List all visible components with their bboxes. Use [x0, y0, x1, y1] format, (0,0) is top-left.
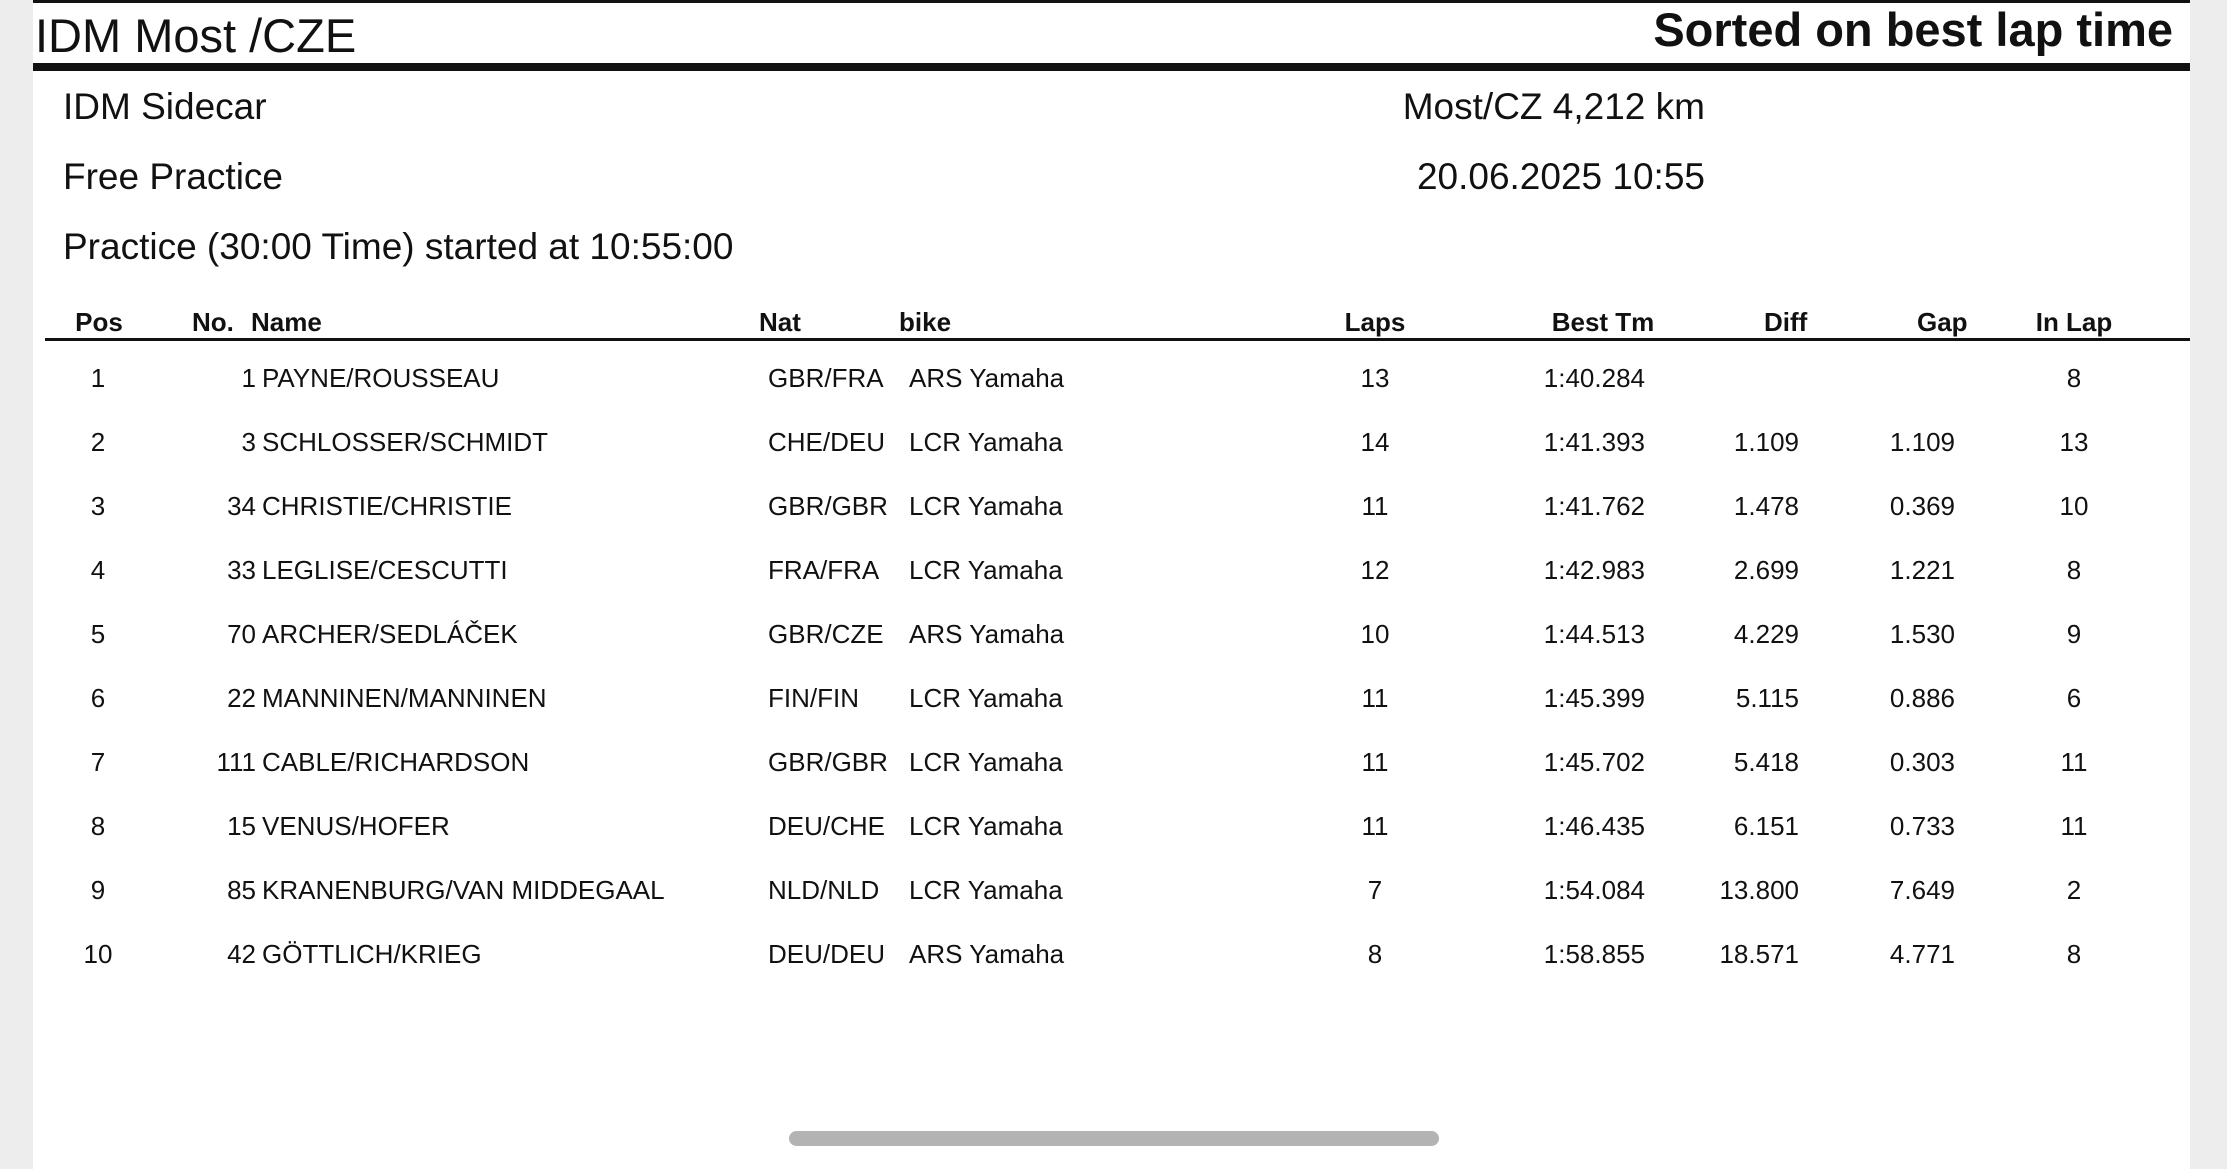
cell-pos: 8	[90, 811, 106, 841]
cell-in-lap: 6	[2066, 683, 2082, 713]
cell-gap: 7.649	[1889, 875, 1955, 905]
cell-nationality: GBR/GBR	[768, 491, 888, 521]
cell-best-time: 1:41.393	[1543, 427, 1645, 457]
cell-name: GÖTTLICH/KRIEG	[262, 939, 482, 969]
cell-gap: 4.771	[1889, 939, 1955, 969]
cell-best-time: 1:42.983	[1543, 555, 1645, 585]
cell-in-lap: 2	[2066, 875, 2082, 905]
cell-laps: 11	[1361, 491, 1389, 521]
cell-in-lap: 8	[2066, 939, 2082, 969]
table-row	[33, 550, 2190, 590]
table-row	[33, 806, 2190, 846]
cell-best-time: 1:45.399	[1543, 683, 1645, 713]
cell-bike: LCR Yamaha	[909, 683, 1063, 713]
cell-nationality: DEU/DEU	[768, 939, 886, 969]
cell-nationality: GBR/GBR	[768, 747, 888, 777]
cell-pos: 9	[90, 875, 106, 905]
cell-number: 42	[227, 939, 256, 969]
cell-in-lap: 8	[2066, 363, 2082, 393]
cell-pos: 4	[90, 555, 106, 585]
column-header-laps: Laps	[1344, 307, 1406, 337]
cell-nationality: FIN/FIN	[768, 683, 859, 713]
session-start-info: Practice (30:00 Time) started at 10:55:00	[63, 226, 734, 267]
cell-pos: 7	[90, 747, 106, 777]
cell-in-lap: 13	[2059, 427, 2089, 457]
circuit-info: Most/CZ 4,212 km	[1402, 86, 1705, 127]
cell-gap: 0.303	[1889, 747, 1955, 777]
cell-bike: ARS Yamaha	[909, 939, 1065, 969]
cell-nationality: FRA/FRA	[768, 555, 880, 585]
cell-laps: 11	[1361, 683, 1389, 713]
cell-number: 3	[241, 427, 256, 457]
table-row	[33, 358, 2190, 398]
class-name: IDM Sidecar	[63, 86, 267, 127]
table-row	[33, 486, 2190, 526]
cell-laps: 10	[1360, 619, 1390, 649]
cell-gap: 0.733	[1889, 811, 1955, 841]
cell-in-lap: 10	[2059, 491, 2089, 521]
cell-number: 22	[227, 683, 256, 713]
cell-laps: 8	[1367, 939, 1383, 969]
cell-nationality: CHE/DEU	[768, 427, 886, 457]
cell-best-time: 1:41.762	[1543, 491, 1645, 521]
table-row	[33, 678, 2190, 718]
cell-bike: LCR Yamaha	[909, 747, 1063, 777]
cell-bike: ARS Yamaha	[909, 363, 1065, 393]
cell-number: 85	[227, 875, 256, 905]
column-header-no: No.	[192, 307, 234, 337]
cell-name: CHRISTIE/CHRISTIE	[262, 491, 512, 521]
session-name: Free Practice	[63, 156, 284, 197]
table-row	[33, 870, 2190, 910]
cell-name: CABLE/RICHARDSON	[262, 747, 530, 777]
cell-laps: 12	[1360, 555, 1390, 585]
cell-name: SCHLOSSER/SCHMIDT	[262, 427, 549, 457]
cell-name: KRANENBURG/VAN MIDDEGAAL	[262, 875, 665, 905]
cell-diff: 13.800	[1719, 875, 1799, 905]
cell-diff: 1.109	[1733, 427, 1799, 457]
cell-number: 34	[227, 491, 256, 521]
cell-bike: LCR Yamaha	[909, 875, 1063, 905]
cell-name: MANNINEN/MANNINEN	[262, 683, 547, 713]
cell-in-lap: 11	[2060, 747, 2088, 777]
cell-laps: 13	[1360, 363, 1390, 393]
results-page	[33, 0, 2190, 1169]
cell-best-time: 1:40.284	[1543, 363, 1645, 393]
cell-pos: 2	[90, 427, 106, 457]
cell-bike: LCR Yamaha	[909, 555, 1063, 585]
cell-laps: 11	[1361, 811, 1389, 841]
header-divider	[33, 63, 2190, 71]
session-datetime: 20.06.2025 10:55	[1416, 156, 1705, 197]
table-row	[33, 614, 2190, 654]
table-header-divider	[45, 338, 2190, 341]
cell-bike: LCR Yamaha	[909, 811, 1063, 841]
cell-diff: 18.571	[1719, 939, 1799, 969]
cell-laps: 7	[1367, 875, 1383, 905]
column-header-diff: Diff	[1764, 307, 1808, 337]
cell-laps: 14	[1360, 427, 1390, 457]
cell-gap: 1.530	[1889, 619, 1955, 649]
cell-gap: 0.369	[1889, 491, 1955, 521]
sort-label: Sorted on best lap time	[1653, 3, 2173, 56]
cell-best-time: 1:45.702	[1543, 747, 1645, 777]
cell-pos: 5	[90, 619, 106, 649]
page-title: IDM Most /CZE	[35, 9, 357, 62]
table-row	[33, 742, 2190, 782]
cell-best-time: 1:44.513	[1543, 619, 1645, 649]
cell-diff: 5.418	[1733, 747, 1799, 777]
cell-name: ARCHER/SEDLÁČEK	[262, 619, 518, 649]
column-header-gap: Gap	[1917, 307, 1968, 337]
cell-gap: 1.109	[1889, 427, 1955, 457]
cell-in-lap: 8	[2066, 555, 2082, 585]
cell-nationality: DEU/CHE	[768, 811, 886, 841]
column-header-nat: Nat	[759, 307, 801, 337]
cell-diff: 4.229	[1733, 619, 1799, 649]
cell-number: 70	[227, 619, 256, 649]
cell-gap: 0.886	[1889, 683, 1955, 713]
column-header-pos: Pos	[75, 307, 123, 337]
column-header-name: Name	[251, 307, 322, 337]
cell-number: 15	[227, 811, 256, 841]
cell-best-time: 1:54.084	[1543, 875, 1645, 905]
cell-pos: 1	[90, 363, 106, 393]
cell-name: PAYNE/ROUSSEAU	[262, 363, 500, 393]
cell-diff: 2.699	[1733, 555, 1799, 585]
cell-in-lap: 11	[2060, 811, 2088, 841]
cell-diff: 6.151	[1733, 811, 1799, 841]
cell-pos: 10	[83, 939, 113, 969]
cell-diff: 5.115	[1735, 683, 1799, 713]
cell-diff: 1.478	[1733, 491, 1799, 521]
cell-nationality: GBR/FRA	[768, 363, 884, 393]
table-row	[33, 422, 2190, 462]
column-header-in-lap: In Lap	[2035, 307, 2113, 337]
cell-bike: LCR Yamaha	[909, 491, 1063, 521]
cell-number: 111	[216, 747, 256, 777]
table-row	[33, 934, 2190, 974]
cell-in-lap: 9	[2066, 619, 2082, 649]
cell-best-time: 1:46.435	[1543, 811, 1645, 841]
cell-best-time: 1:58.855	[1543, 939, 1645, 969]
cell-pos: 3	[90, 491, 106, 521]
cell-number: 1	[241, 363, 256, 393]
cell-number: 33	[227, 555, 256, 585]
column-header-bike: bike	[899, 307, 952, 337]
column-header-best-time: Best Tm	[1551, 307, 1655, 337]
cell-name: VENUS/HOFER	[262, 811, 450, 841]
cell-gap: 1.221	[1889, 555, 1955, 585]
horizontal-scrollbar[interactable]	[789, 1131, 1439, 1146]
cell-laps: 11	[1361, 747, 1389, 777]
cell-nationality: GBR/CZE	[768, 619, 884, 649]
cell-name: LEGLISE/CESCUTTI	[262, 555, 508, 585]
cell-bike: LCR Yamaha	[909, 427, 1063, 457]
cell-bike: ARS Yamaha	[909, 619, 1065, 649]
cell-pos: 6	[90, 683, 106, 713]
cell-nationality: NLD/NLD	[768, 875, 880, 905]
